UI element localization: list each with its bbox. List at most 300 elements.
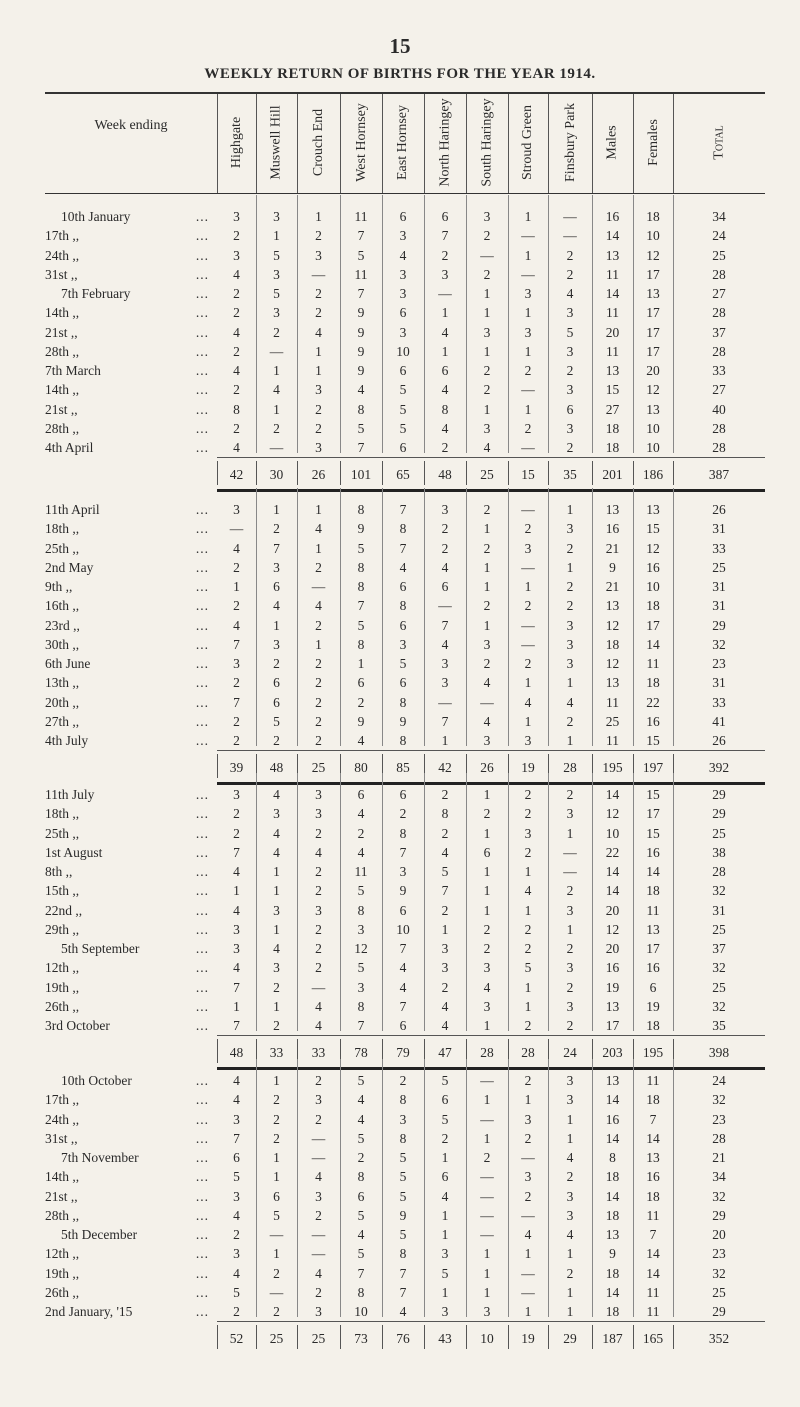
column-header-label: Muswell Hill <box>269 104 284 180</box>
table-cell: 32 <box>712 1265 726 1281</box>
table-cell: 2 <box>315 960 322 976</box>
table-cell: 4 <box>483 979 491 995</box>
table-cell: 6 <box>441 1169 449 1185</box>
table-cell: 1 <box>483 401 491 417</box>
table-cell: 12 <box>354 941 368 956</box>
table-row <box>45 695 765 713</box>
total-cell: 48 <box>269 760 284 776</box>
table-cell: 6 <box>399 209 407 224</box>
leader-dots: ... <box>195 598 209 614</box>
table-cell: 8 <box>357 579 365 594</box>
table-cell: 32 <box>712 1092 726 1108</box>
table-cell: 14 <box>646 1130 660 1146</box>
leader-dots: ... <box>195 382 209 398</box>
leader-dots: ... <box>195 1092 209 1108</box>
table-cell: 5 <box>273 286 280 301</box>
week-label-text: 2nd May <box>45 559 94 575</box>
table-row <box>45 541 765 559</box>
table-cell: — <box>269 1227 284 1242</box>
table-cell: — <box>438 598 452 614</box>
leader-dots: ... <box>195 324 209 340</box>
table-cell: 14 <box>605 228 620 244</box>
table-cell: 3 <box>273 960 280 976</box>
page-number: 15 <box>389 34 411 58</box>
table-cell: 2 <box>483 921 491 937</box>
table-cell: 1 <box>441 1207 449 1223</box>
table-cell: 25 <box>712 559 726 575</box>
table-cell: — <box>229 521 244 537</box>
total-cell: 25 <box>269 1331 284 1347</box>
table-cell: 4 <box>273 598 280 614</box>
table-cell: 7 <box>399 998 407 1014</box>
table-cell: 3 <box>566 806 574 822</box>
table-cell: 2 <box>273 656 280 671</box>
table-cell: 2 <box>524 1018 532 1033</box>
table-cell: 2 <box>441 1130 449 1146</box>
week-label <box>45 980 213 996</box>
table-cell: 1 <box>315 363 322 378</box>
table-cell: 1 <box>524 1246 532 1262</box>
table-cell: 3 <box>399 864 407 879</box>
table-cell: 4 <box>441 1188 449 1204</box>
table-cell: 3 <box>315 806 322 822</box>
table-cell: 1 <box>524 1092 532 1108</box>
table-cell: 8 <box>357 502 365 517</box>
week-label-text: 28th ,, <box>45 343 80 359</box>
table-cell: 4 <box>357 382 365 398</box>
leader-dots: ... <box>195 1304 209 1319</box>
table-cell: 1 <box>566 1130 574 1146</box>
total-cell: 19 <box>521 760 535 776</box>
table-cell: 23 <box>712 1246 726 1262</box>
table-cell: 1 <box>233 883 240 899</box>
table-cell: 3 <box>357 921 365 937</box>
table-cell: 11 <box>606 343 619 359</box>
table-cell: 3 <box>441 266 449 282</box>
table-cell: 4 <box>315 598 322 614</box>
table-cell: 3 <box>273 305 280 321</box>
table-cell: 28 <box>712 266 726 282</box>
total-divider <box>592 461 593 485</box>
table-cell: 1 <box>483 864 491 879</box>
table-cell: — <box>480 694 494 710</box>
table-cell: 7 <box>233 844 240 860</box>
table-cell: 13 <box>605 502 620 517</box>
table-cell: 1 <box>233 579 240 594</box>
total-divider <box>256 1325 257 1349</box>
week-label <box>45 1208 213 1224</box>
table-cell: 27 <box>712 382 726 398</box>
week-label-text: 18th ,, <box>45 806 80 822</box>
table-cell: 31 <box>712 579 726 594</box>
table-cell: 1 <box>483 617 491 633</box>
total-cell: 42 <box>229 467 244 483</box>
table-cell: 28 <box>712 1130 726 1146</box>
total-cell: 28 <box>480 1045 494 1061</box>
leader-dots: ... <box>195 440 209 455</box>
leader-dots: ... <box>195 844 209 860</box>
week-label <box>45 209 213 225</box>
total-cell: 201 <box>602 467 623 483</box>
table-cell: 2 <box>273 420 280 436</box>
table-cell: 3 <box>566 656 574 671</box>
table-cell: 2 <box>315 1207 322 1223</box>
table-cell: 5 <box>441 1073 449 1088</box>
leader-dots: ... <box>195 1246 209 1262</box>
table-cell: 4 <box>273 941 280 956</box>
table-cell: 2 <box>315 941 322 956</box>
table-cell: 1 <box>315 636 322 652</box>
week-label <box>45 305 213 321</box>
table-cell: 14 <box>605 286 620 301</box>
header-column-divider <box>592 94 593 193</box>
table-cell: 41 <box>712 713 726 729</box>
table-cell: 21 <box>712 1150 726 1165</box>
total-divider <box>633 1325 634 1349</box>
table-cell: 4 <box>315 1169 322 1185</box>
table-cell: 13 <box>605 998 620 1014</box>
table-cell: 21 <box>605 540 620 556</box>
table-row <box>45 1246 765 1264</box>
table-cell: 3 <box>399 286 407 301</box>
week-label-text: 21st ,, <box>45 1188 78 1204</box>
table-cell: — <box>311 1150 326 1165</box>
table-cell: 18 <box>605 420 620 436</box>
table-cell: 3 <box>524 733 532 748</box>
table-cell: 3 <box>483 420 491 436</box>
week-label <box>45 248 213 264</box>
week-label-text: 3rd October <box>45 1018 110 1033</box>
week-label-text: 17th ,, <box>45 228 80 244</box>
table-cell: 4 <box>273 844 280 860</box>
table-cell: 7 <box>233 694 240 710</box>
leader-dots: ... <box>195 617 209 633</box>
table-cell: 7 <box>233 1018 240 1033</box>
table-cell: 8 <box>357 636 365 652</box>
table-cell: — <box>480 1188 494 1204</box>
table-cell: 11 <box>606 694 619 710</box>
table-row <box>45 637 765 655</box>
table-cell: 2 <box>233 343 240 359</box>
table-cell: 2 <box>524 1188 532 1204</box>
table-cell: 7 <box>399 844 407 860</box>
table-cell: — <box>521 636 535 652</box>
table-cell: 4 <box>399 979 407 995</box>
table-row <box>45 402 765 420</box>
table-cell: — <box>480 1207 494 1223</box>
week-label-text: 20th ,, <box>45 694 80 710</box>
table-cell: 2 <box>315 883 322 899</box>
table-cell: 13 <box>646 502 660 517</box>
table-cell: 18 <box>605 636 620 652</box>
table-row <box>45 787 765 805</box>
table-row <box>45 999 765 1017</box>
table-cell: 12 <box>605 617 620 633</box>
header-column-divider <box>466 94 467 193</box>
table-cell: 4 <box>483 440 491 455</box>
table-cell: 4 <box>524 694 532 710</box>
table-row <box>45 305 765 323</box>
table-cell: 19 <box>605 979 620 995</box>
table-cell: 6 <box>483 844 491 860</box>
week-label-text: 12th ,, <box>45 1246 80 1262</box>
leader-dots: ... <box>195 401 209 417</box>
table-cell: 6 <box>273 675 280 691</box>
table-cell: 1 <box>273 502 280 517</box>
table-cell: 6 <box>441 363 449 378</box>
column-header-label: Highgate <box>229 116 245 168</box>
week-label-text: 14th ,, <box>45 1169 80 1185</box>
table-cell: 4 <box>357 733 365 748</box>
table-cell: 1 <box>524 209 532 224</box>
table-cell: 16 <box>646 559 660 575</box>
table-row <box>45 960 765 978</box>
table-cell: 2 <box>524 363 532 378</box>
leader-dots: ... <box>195 247 209 263</box>
table-row <box>45 1112 765 1130</box>
table-cell: 3 <box>315 440 322 455</box>
table-cell: 5 <box>357 1073 365 1088</box>
total-divider <box>466 461 467 485</box>
table-cell: 2 <box>524 521 532 537</box>
table-cell: 17 <box>646 806 660 822</box>
table-cell: 3 <box>441 502 449 517</box>
table-cell: 4 <box>566 1227 574 1242</box>
table-cell: 11 <box>606 266 619 282</box>
table-cell: 10 <box>646 420 660 436</box>
table-cell: 32 <box>712 1188 726 1204</box>
table-cell: 2 <box>273 1304 280 1319</box>
table-cell: 14 <box>646 864 660 879</box>
table-cell: 14 <box>646 1265 660 1281</box>
week-label-text: 11th July <box>45 787 95 802</box>
table-cell: 3 <box>273 209 280 224</box>
week-label <box>45 1246 213 1262</box>
table-cell: 10 <box>354 1304 368 1319</box>
total-divider <box>217 461 218 485</box>
total-divider <box>297 1325 298 1349</box>
table-cell: — <box>311 579 326 594</box>
header-column-divider <box>256 94 257 193</box>
table-cell: 1 <box>273 1150 280 1165</box>
table-cell: 18 <box>646 1188 660 1204</box>
table-cell: 2 <box>233 806 240 822</box>
table-cell: 9 <box>357 363 365 378</box>
table-cell: 2 <box>357 1150 365 1165</box>
table-cell: 11 <box>354 864 368 879</box>
table-cell: — <box>480 1227 494 1242</box>
total-cell: 197 <box>642 760 664 776</box>
table-cell: 2 <box>483 382 491 398</box>
table-row <box>45 521 765 539</box>
table-cell: 4 <box>357 1092 365 1108</box>
table-cell: 6 <box>399 305 407 321</box>
table-cell: 29 <box>712 617 726 633</box>
table-cell: 3 <box>399 636 407 652</box>
subtotal-rule <box>217 1321 765 1322</box>
table-cell: 11 <box>606 305 619 321</box>
table-cell: 29 <box>712 1304 726 1319</box>
leader-dots: ... <box>195 1265 209 1281</box>
table-cell: 3 <box>273 636 280 652</box>
leader-dots: ... <box>195 502 209 517</box>
total-divider <box>673 461 674 485</box>
leader-dots: ... <box>195 1150 209 1165</box>
table-cell: 6 <box>273 694 280 710</box>
total-cell: 186 <box>642 467 664 483</box>
table-cell: 3 <box>524 825 532 841</box>
table-cell: 5 <box>357 1130 365 1146</box>
week-label <box>45 637 213 653</box>
table-cell: 16 <box>605 209 620 224</box>
leader-dots: ... <box>195 1018 209 1033</box>
table-cell: 2 <box>357 825 365 841</box>
table-cell: 2 <box>441 825 449 841</box>
table-cell: 28 <box>712 864 726 879</box>
table-row <box>45 344 765 362</box>
table-cell: 5 <box>399 382 407 398</box>
leader-dots: ... <box>195 960 209 976</box>
table-cell: 2 <box>566 713 574 729</box>
table-cell: 8 <box>399 1246 407 1262</box>
table-cell: 2 <box>566 787 574 802</box>
table-cell: 6 <box>649 979 657 995</box>
leader-dots: ... <box>195 675 209 691</box>
leader-dots: ... <box>195 979 209 995</box>
week-label <box>45 579 213 595</box>
table-cell: 8 <box>357 1284 365 1300</box>
table-cell: — <box>311 1246 326 1262</box>
leader-dots: ... <box>195 1073 209 1088</box>
table-cell: — <box>521 440 535 455</box>
week-label-text: 14th ,, <box>45 382 80 398</box>
table-cell: 3 <box>233 921 240 937</box>
week-label <box>45 999 213 1015</box>
table-cell: 3 <box>273 559 280 575</box>
header-bottom-rule <box>45 193 765 194</box>
table-cell: 9 <box>609 559 616 575</box>
table-cell: 2 <box>273 979 280 995</box>
table-cell: 2 <box>483 502 491 517</box>
table-cell: 1 <box>483 902 491 918</box>
table-cell: 7 <box>399 941 407 956</box>
table-cell: 26 <box>712 502 726 517</box>
table-cell: 7 <box>357 598 365 614</box>
table-cell: 4 <box>399 960 407 976</box>
week-label <box>45 521 213 537</box>
column-header <box>548 94 592 190</box>
table-cell: 1 <box>315 540 322 556</box>
table-cell: 2 <box>524 844 532 860</box>
leader-dots: ... <box>195 902 209 918</box>
week-label-text: 6th June <box>45 656 91 671</box>
week-label <box>45 714 213 730</box>
total-cell: 10 <box>480 1331 494 1347</box>
table-cell: 2 <box>233 228 240 244</box>
total-cell: 78 <box>354 1045 368 1061</box>
table-cell: 10 <box>646 228 660 244</box>
table-row <box>45 1266 765 1284</box>
week-label-text: 17th ,, <box>45 1092 80 1108</box>
table-cell: 6 <box>399 440 407 455</box>
week-label <box>45 363 213 379</box>
table-cell: 4 <box>315 521 322 537</box>
table-cell: 2 <box>233 598 240 614</box>
table-cell: 6 <box>441 579 449 594</box>
week-label-text: 4th April <box>45 440 94 455</box>
week-label-text: 8th ,, <box>45 864 73 879</box>
table-cell: — <box>521 559 535 575</box>
table-cell: 2 <box>233 286 240 301</box>
week-label-text: 11th April <box>45 502 100 517</box>
table-cell: 4 <box>233 864 240 879</box>
table-cell: 4 <box>233 540 240 556</box>
total-cell: 15 <box>521 467 535 483</box>
table-cell: 17 <box>605 1018 620 1033</box>
table-cell: 3 <box>566 636 574 652</box>
table-cell: 2 <box>315 305 322 321</box>
week-label <box>45 1227 213 1243</box>
table-row <box>45 248 765 266</box>
table-cell: 1 <box>483 343 491 359</box>
table-cell: — <box>480 247 494 263</box>
table-row <box>45 806 765 824</box>
table-cell: 3 <box>233 209 240 224</box>
table-cell: 4 <box>524 883 532 899</box>
table-cell: 2 <box>524 941 532 956</box>
table-cell: 1 <box>273 864 280 879</box>
week-label <box>45 826 213 842</box>
header-column-divider <box>673 94 674 193</box>
table-cell: 3 <box>483 960 491 976</box>
table-cell: 6 <box>357 675 365 691</box>
table-cell: 2 <box>315 733 322 748</box>
table-cell: 4 <box>441 559 449 575</box>
table-cell: — <box>311 266 326 282</box>
column-header-label: South Haringey <box>479 97 495 187</box>
table-cell: 1 <box>441 1227 449 1242</box>
table-cell: 2 <box>566 979 574 995</box>
table-cell: 14 <box>605 1092 620 1108</box>
table-cell: 18 <box>605 1265 620 1281</box>
week-label <box>45 402 213 418</box>
week-label-text: 2nd January, '15 <box>45 1304 133 1319</box>
table-cell: 2 <box>273 1092 280 1108</box>
table-cell: 5 <box>273 247 280 263</box>
table-cell: 10 <box>396 343 410 359</box>
table-cell: 1 <box>273 401 280 417</box>
table-cell: 18 <box>646 1092 660 1108</box>
quarter-total-row <box>45 1331 765 1349</box>
table-cell: 17 <box>646 305 660 321</box>
table-row <box>45 733 765 751</box>
quarter-total-row <box>45 760 765 778</box>
week-label-text: 5th December <box>61 1227 138 1242</box>
table-cell: 1 <box>483 305 491 321</box>
table-cell: 2 <box>315 656 322 671</box>
table-cell: 5 <box>524 960 532 976</box>
table-cell: 8 <box>441 401 449 417</box>
table-cell: 4 <box>441 1018 449 1033</box>
week-label <box>45 960 213 976</box>
table-cell: 2 <box>524 806 532 822</box>
table-cell: 9 <box>609 1246 616 1262</box>
table-cell: 6 <box>399 675 407 691</box>
table-row <box>45 845 765 863</box>
table-row <box>45 267 765 285</box>
table-row <box>45 1227 765 1245</box>
table-cell: 1 <box>483 559 491 575</box>
